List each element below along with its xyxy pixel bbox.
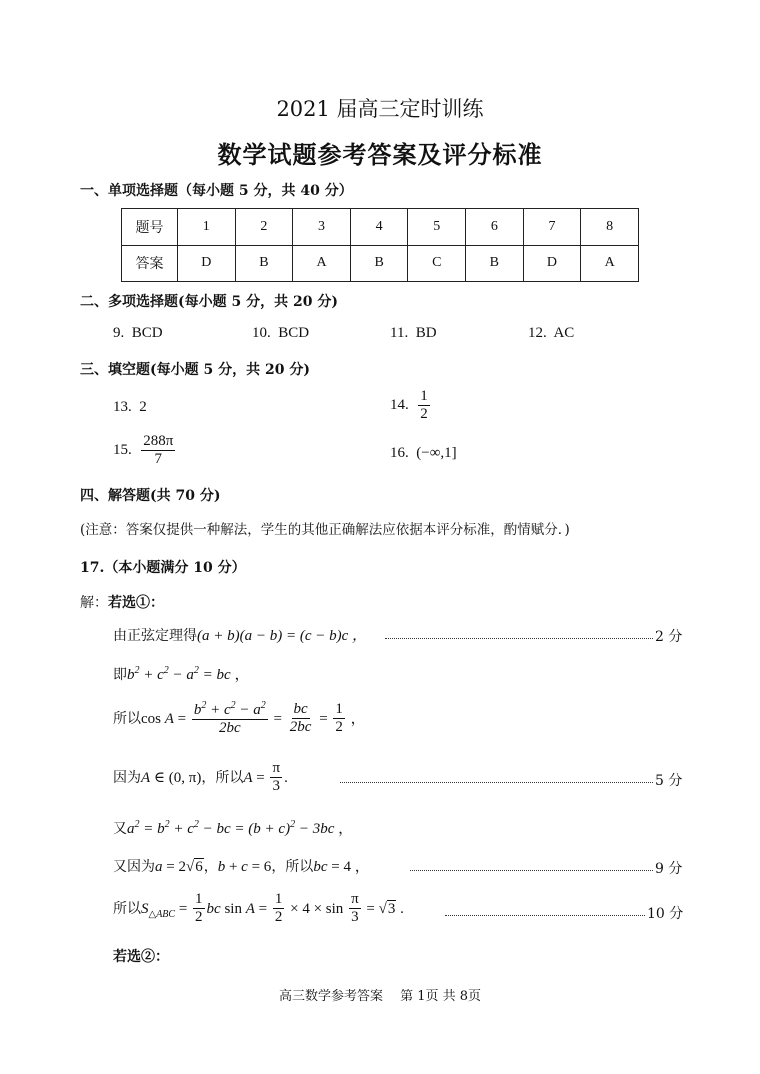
section3-heading: 三、填空题(每小题 5 分，共 20 分) <box>80 362 310 378</box>
solution-line: 所以$S_{\triangle ABC}$ = $\frac{1}{2}$ bc sin A = $\frac{1}{2}$ × 4 × sin $\frac{\pi}{3}$ = √3 . <box>113 891 404 926</box>
line-text: ，所以 <box>271 859 314 875</box>
section1-heading: 一、单项选择题（每小题 5 分，共 40 分） <box>80 183 353 199</box>
grading-note: (注意：答案仅提供一种解法，学生的其他正确解法应依据本评分标准，酌情赋分．) <box>80 522 570 538</box>
fraction: $\frac{1}{2}$ <box>274 891 283 926</box>
item-number: 9. <box>113 325 125 341</box>
line-text: 所以 <box>113 710 141 727</box>
solution-line: 即$b^2 + c^2 - a^2$ = bc ， <box>113 665 250 683</box>
table-cell: A <box>581 245 639 282</box>
list-item <box>113 325 163 342</box>
item-answer: BCD <box>278 325 310 341</box>
fraction: $\frac{\pi}{3}$ <box>351 891 359 926</box>
dotted-leader <box>445 915 645 916</box>
table-row <box>122 245 639 282</box>
fraction-denominator: 2 <box>420 406 428 423</box>
fill-answer-16 <box>390 445 457 462</box>
section2-heading: 二、多项选择题(每小题 5 分，共 20 分) <box>80 294 338 310</box>
solution-line: 又因为a = 2√6，b + c = 6，所以bc = 4 ， <box>113 859 370 875</box>
table-cell: 3 <box>293 209 351 246</box>
fraction <box>418 388 430 424</box>
table-cell: 2 <box>235 209 293 246</box>
dotted-leader <box>340 782 653 783</box>
item-number: 11. <box>390 325 409 341</box>
page-footer: 高三数学参考答案 第 1页 共 8页 <box>278 989 482 1004</box>
section4-heading: 四、解答题(共 70 分) <box>80 488 221 504</box>
fraction: $\frac{1}{2}$ <box>335 701 343 736</box>
solution-line: 所以cos A = $\frac{b^2 + c^2 - a^2}{2bc}$ = $\frac{bc}{2bc}$ = $\frac{1}{2}$ ， <box>113 700 366 737</box>
list-item <box>390 325 437 342</box>
item-answer: BD <box>415 325 437 341</box>
line-text: 因为 <box>113 769 141 786</box>
score-label: 5 分 <box>655 773 683 789</box>
line-text: 又因为 <box>113 859 155 875</box>
table-label-answer: 答案 <box>122 245 178 282</box>
fraction-numerator: 288π <box>141 433 175 451</box>
item-number: 12. <box>528 325 547 341</box>
fraction: $\frac{1}{2}$ <box>195 891 203 926</box>
item-number: 16. <box>390 445 409 461</box>
case-label: 若选②： <box>113 949 169 965</box>
table-cell: 5 <box>408 209 466 246</box>
solution-line: 因为A ∈ (0, π)，所以A = $\frac{\pi}{3}$ . <box>113 760 288 795</box>
solution-line <box>113 624 367 645</box>
table-cell: B <box>350 245 408 282</box>
dotted-leader <box>410 870 653 871</box>
table-cell: B <box>466 245 524 282</box>
line-text: 又 <box>113 821 127 837</box>
table-cell: 7 <box>523 209 581 246</box>
score-label: 10 分 <box>647 906 684 922</box>
table-cell: D <box>523 245 581 282</box>
fraction <box>141 433 175 469</box>
fill-answer-14 <box>390 388 432 424</box>
solution-line <box>80 592 164 612</box>
fraction: $\frac{b^2 + c^2 - a^2}{2bc}$ <box>193 700 266 737</box>
line-text: ， <box>203 859 218 875</box>
table-cell: 1 <box>177 209 235 246</box>
fraction-numerator: 1 <box>418 388 430 406</box>
table-cell: B <box>235 245 293 282</box>
item-answer: BCD <box>131 325 163 341</box>
item-number: 13. <box>113 399 132 415</box>
fill-answer-13 <box>113 399 147 416</box>
item-answer: (−∞,1] <box>416 445 457 461</box>
score-label: 2 分 <box>655 629 683 645</box>
answer-table <box>121 208 639 282</box>
line-text: 所以 <box>113 900 141 917</box>
document-title: 2021 届高三定时训练 <box>276 97 484 121</box>
table-cell: 4 <box>350 209 408 246</box>
table-cell: 8 <box>581 209 639 246</box>
item-answer: AC <box>553 325 575 341</box>
fraction-denominator: 7 <box>154 451 163 468</box>
fraction: $\frac{bc}{2bc}$ <box>289 701 312 736</box>
document-subtitle: 数学试题参考答案及评分标准 <box>217 140 543 169</box>
case-label: 若选①： <box>108 595 164 611</box>
solution-prefix: 解： <box>80 595 108 611</box>
table-cell: 6 <box>466 209 524 246</box>
solution-line: 又$a^2 = b^2 + c^2$ − bc = $(b + c)^2 - 3bc$ ， <box>113 819 354 837</box>
fill-answer-15 <box>113 433 177 469</box>
dotted-leader <box>385 638 653 639</box>
math-expression: (a + b)(a − b) = (c − b)c ， <box>197 628 368 644</box>
line-text: 即 <box>113 667 127 683</box>
line-text: ，所以 <box>201 769 244 786</box>
item-number: 15. <box>113 442 132 459</box>
item-number: 10. <box>252 325 271 341</box>
table-row <box>122 209 639 246</box>
table-label-number: 题号 <box>122 209 178 246</box>
table-cell: C <box>408 245 466 282</box>
item-number: 14. <box>390 397 409 414</box>
list-item <box>252 325 309 342</box>
item-answer: 2 <box>139 399 147 415</box>
table-cell: D <box>177 245 235 282</box>
fraction: $\frac{\pi}{3}$ <box>272 760 281 795</box>
q17-heading: 17.（本小题满分 10 分） <box>80 560 246 576</box>
list-item <box>528 325 574 342</box>
table-cell: A <box>293 245 351 282</box>
score-label: 9 分 <box>655 861 683 877</box>
line-text: 由正弦定理得 <box>113 628 197 644</box>
